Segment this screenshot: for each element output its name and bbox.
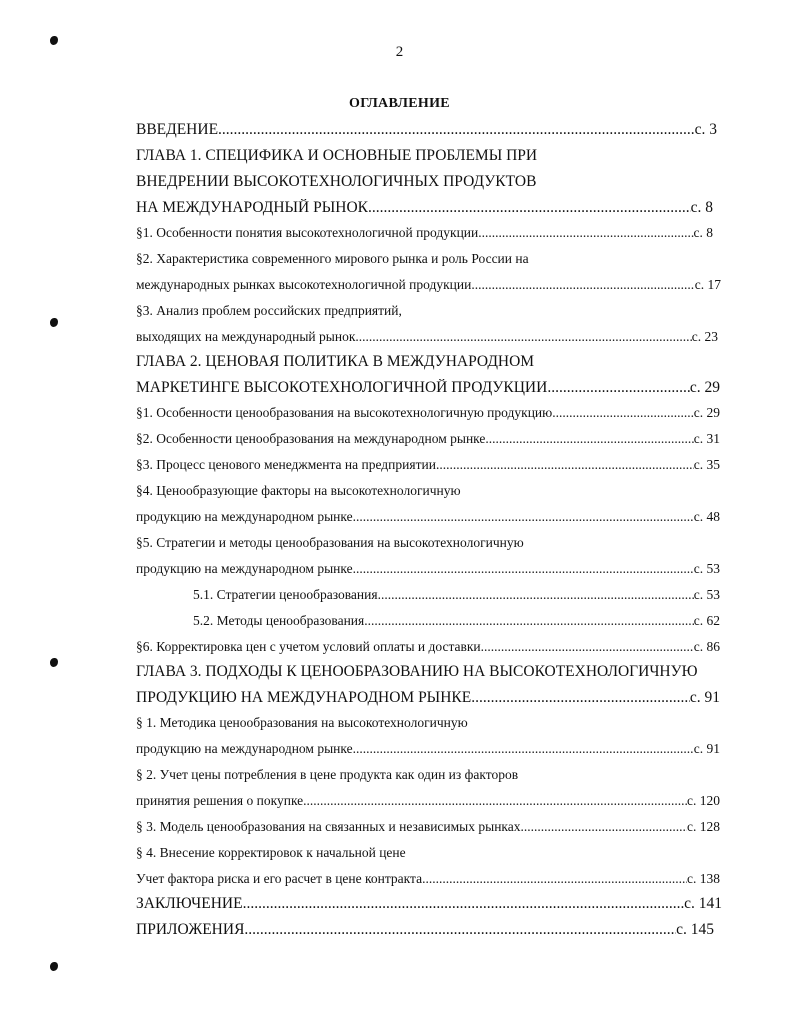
toc-entry-introduction: ВВЕДЕНИЕ ..... с. 3 [136, 121, 717, 139]
toc-entry-2-2: §2. Особенности ценообразования на международном рынке ..... с. 31 [136, 431, 720, 447]
page-number: 2 [395, 44, 404, 60]
toc-entry-2-5-end: продукцию на международном рынке ..... с. 53 [136, 561, 720, 577]
toc-entry-2-3: §3. Процесс ценового менеджмента на предприятии ..... с. 35 [136, 457, 720, 473]
toc-entry-1-2: §2. Характеристика современного мирового рынка и роль России на [136, 251, 529, 266]
toc-entry-1-1: §1. Особенности понятия высокотехнологичной продукции ..... с. 8 [136, 225, 713, 241]
toc-entry-3-3: § 3. Модель ценообразования на связанных и независимых рынках ..... с. 128 [136, 819, 720, 835]
scan-speck-mark [50, 658, 58, 667]
toc-chapter-3-heading-end: ПРОДУКЦИЮ НА МЕЖДУНАРОДНОМ РЫНКЕ ..... с. 91 [136, 689, 720, 707]
toc-entry-2-5-2: 5.2. Методы ценообразования ..... с. 62 [193, 613, 720, 629]
toc-entry-appendices: ПРИЛОЖЕНИЯ ..... с. 145 [136, 921, 714, 939]
toc-chapter-2-heading-end: МАРКЕТИНГЕ ВЫСОКОТЕХНОЛОГИЧНОЙ ПРОДУКЦИИ ..... с. 29 [136, 379, 720, 397]
toc-chapter-2-heading: ГЛАВА 2. ЦЕНОВАЯ ПОЛИТИКА В МЕЖДУНАРОДНОМ [136, 353, 535, 370]
toc-entry-conclusion: ЗАКЛЮЧЕНИЕ ..... с. 141 [136, 895, 722, 913]
toc-title: ОГЛАВЛЕНИЕ [349, 96, 450, 111]
toc-entry-3-4: § 4. Внесение корректировок к начальной цене [136, 845, 406, 860]
toc-entry-2-4: §4. Ценообразующие факторы на высокотехнологичную [136, 483, 461, 498]
toc-entry-3-4-end: Учет фактора риска и его расчет в цене контракта ..... с. 138 [136, 871, 720, 887]
toc-entry-3-2: § 2. Учет цены потребления в цене продукта как один из факторов [136, 767, 519, 782]
toc-chapter-1-heading: ГЛАВА 1. СПЕЦИФИКА И ОСНОВНЫЕ ПРОБЛЕМЫ ПРИ [136, 147, 538, 164]
toc-entry-3-1-end: продукцию на международном рынке ..... с. 91 [136, 741, 720, 757]
toc-entry-1-2-end: международных рынках высокотехнологичной продукции ..... с. 17 [136, 277, 721, 293]
toc-entry-1-3-end: выходящих на международный рынок ..... с. 23 [136, 329, 718, 345]
toc-chapter-1-heading-cont: ВНЕДРЕНИИ ВЫСОКОТЕХНОЛОГИЧНЫХ ПРОДУКТОВ [136, 173, 537, 190]
toc-entry-2-4-end: продукцию на международном рынке ..... с. 48 [136, 509, 720, 525]
scan-speck-mark [50, 318, 58, 327]
scan-speck-mark [50, 962, 58, 971]
toc-entry-2-5-1: 5.1. Стратегии ценообразования ..... с. 53 [193, 587, 720, 603]
toc-chapter-3-heading: ГЛАВА 3. ПОДХОДЫ К ЦЕНООБРАЗОВАНИЮ НА ВЫСОКОТЕХНОЛОГИЧНУЮ [136, 663, 698, 680]
toc-entry-2-6: §6. Корректировка цен с учетом условий оплаты и доставки ..... с. 86 [136, 639, 720, 655]
toc-entry-1-3: §3. Анализ проблем российских предприятий, [136, 303, 402, 318]
toc-entry-2-1: §1. Особенности ценообразования на высокотехнологичную продукцию ..... с. 29 [136, 405, 720, 421]
toc-entry-3-2-end: принятия решения о покупке ..... с. 120 [136, 793, 720, 809]
toc-chapter-1-heading-end: НА МЕЖДУНАРОДНЫЙ РЫНОК ..... с. 8 [136, 199, 713, 217]
toc-entry-2-5: §5. Стратегии и методы ценообразования на высокотехнологичную [136, 535, 524, 550]
toc-entry-3-1: § 1. Методика ценообразования на высокотехнологичную [136, 715, 468, 730]
